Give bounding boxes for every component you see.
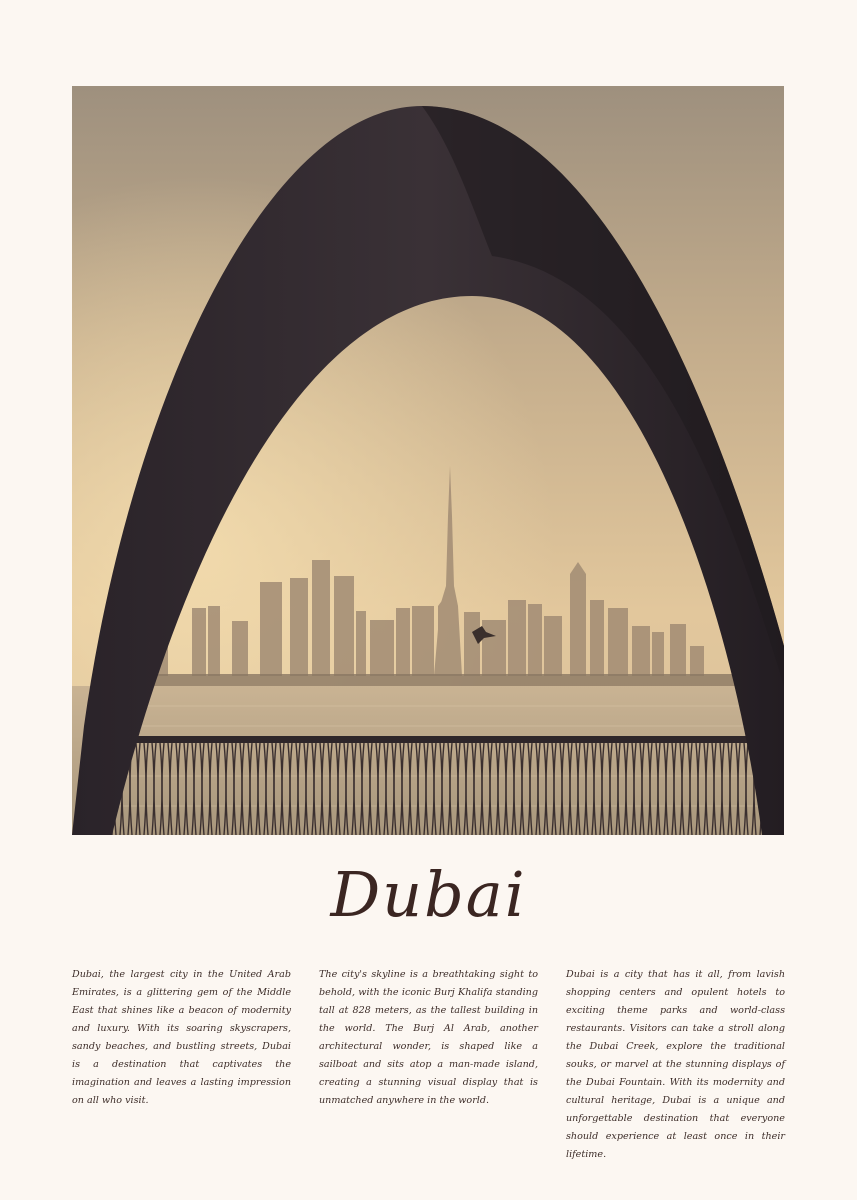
paragraph-attractions: Dubai is a city that has it all, from lavish shopping centers and opulent hotels to exciting theme parks and world-class restaurants. Visitors can take a stroll along the Dubai Creek, explore the traditional souks, or marvel at the stunning displays of the Dubai Fountain. With its modernity and cultural heritage, Dubai is a unique and unforgettable destination that everyone should experience at least once in their lifetime. [566, 968, 785, 1160]
paragraph-intro: Dubai, the largest city in the United Arab Emirates, is a glittering gem of the Middle East that shines like a beacon of modernity and luxury. With its soaring skyscrapers, sandy beaches, and bustling streets, Dubai is a destination that captivates the imagination and leaves a lasting impression on all who visit. [72, 968, 291, 1106]
text-columns [72, 956, 785, 1173]
page-title: Dubai [330, 858, 527, 931]
photo-illustration [72, 86, 784, 835]
shoreline [112, 674, 752, 688]
dubai-skyline-photo [72, 86, 784, 835]
paragraph-skyline: The city's skyline is a breathtaking sight to behold, with the iconic Burj Khalifa standing tall at 828 meters, as the tallest building in the world. The Burj Al Arab, another architectural wonder, is shaped like a sailboat and sits atop a man-made island, creating a stunning visual display that is unmatched anywhere in the world. [319, 968, 538, 1106]
